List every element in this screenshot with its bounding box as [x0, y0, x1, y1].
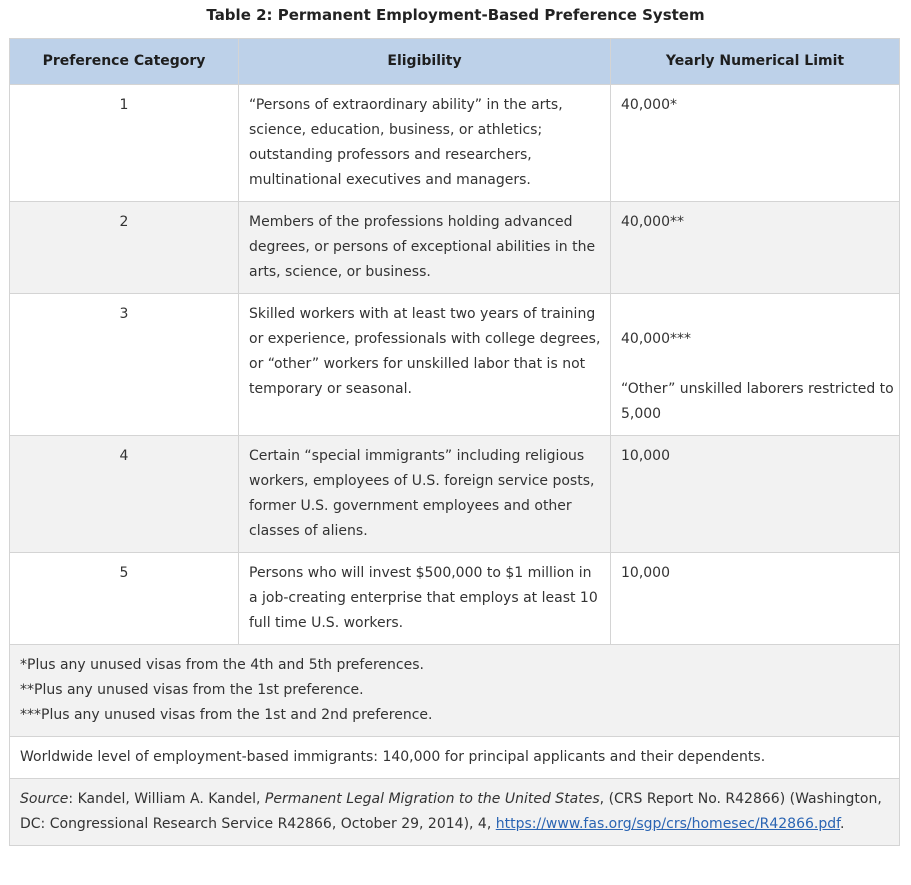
- preference-table: [9, 38, 900, 846]
- footnotes-cell: [10, 645, 900, 737]
- row-category: 1: [10, 85, 239, 202]
- row-limit: 40,000***: [621, 331, 691, 347]
- row-eligibility: “Persons of extraordinary ability” in the arts, science, education, business, or athletics; outstanding professors and researchers, multinational executives and managers.: [239, 85, 611, 202]
- source-label: Source: [20, 791, 69, 807]
- row-limit: 40,000*: [611, 85, 900, 202]
- row-limit: 40,000**: [611, 202, 900, 294]
- row-eligibility: Skilled workers with at least two years of training or experience, professionals with college degrees, or “other” workers for unskilled labor that is not temporary or seasonal.: [239, 294, 611, 436]
- footnote: **Plus any unused visas from the 1st preference.: [20, 682, 364, 698]
- row-limit-cell: [611, 294, 900, 436]
- row-eligibility: Members of the professions holding advanced degrees, or persons of exceptional abilities in the arts, science, or business.: [239, 202, 611, 294]
- header-limit: Yearly Numerical Limit: [611, 39, 900, 85]
- header-row: [10, 39, 900, 85]
- source-details: , (CRS Report No. R42866) (Washington, DC: Congressional Research Service R42866, October 29, 2014), 4,: [20, 791, 882, 832]
- footnote: ***Plus any unused visas from the 1st and 2nd preference.: [20, 707, 433, 723]
- header-eligibility: Eligibility: [239, 39, 611, 85]
- table-caption: Table 2: Permanent Employment-Based Preference System: [206, 6, 705, 24]
- table-row: [10, 436, 900, 553]
- row-eligibility: Persons who will invest $500,000 to $1 million in a job-creating enterprise that employs at least 10 full time U.S. workers.: [239, 553, 611, 645]
- source-title: Permanent Legal Migration to the United States: [264, 791, 600, 807]
- source-end: .: [840, 816, 845, 832]
- header-category: Preference Category: [10, 39, 239, 85]
- footnote: *Plus any unused visas from the 4th and 5th preferences.: [20, 657, 424, 673]
- source-link[interactable]: https://www.fas.org/sgp/crs/homesec/R42866.pdf: [495, 816, 841, 832]
- row-limit-note: “Other” unskilled laborers restricted to 5,000: [621, 381, 894, 422]
- row-limit: 10,000: [611, 436, 900, 553]
- source-author: : Kandel, William A. Kandel,: [68, 791, 265, 807]
- worldwide-text: Worldwide level of employment-based immigrants: 140,000 for principal applicants and their dependents.: [10, 737, 900, 779]
- row-category: 5: [10, 553, 239, 645]
- worldwide-row: [10, 737, 900, 779]
- row-category: 3: [10, 294, 239, 436]
- row-category: 2: [10, 202, 239, 294]
- table-row: [10, 85, 900, 202]
- row-category: 4: [10, 436, 239, 553]
- source-cell: [10, 779, 900, 846]
- table-row: [10, 202, 900, 294]
- footnotes-row: [10, 645, 900, 737]
- table-row: [10, 553, 900, 645]
- table-row: [10, 294, 900, 436]
- row-limit: 10,000: [611, 553, 900, 645]
- source-row: [10, 779, 900, 846]
- row-eligibility: Certain “special immigrants” including religious workers, employees of U.S. foreign service posts, former U.S. government employees and other classes of aliens.: [239, 436, 611, 553]
